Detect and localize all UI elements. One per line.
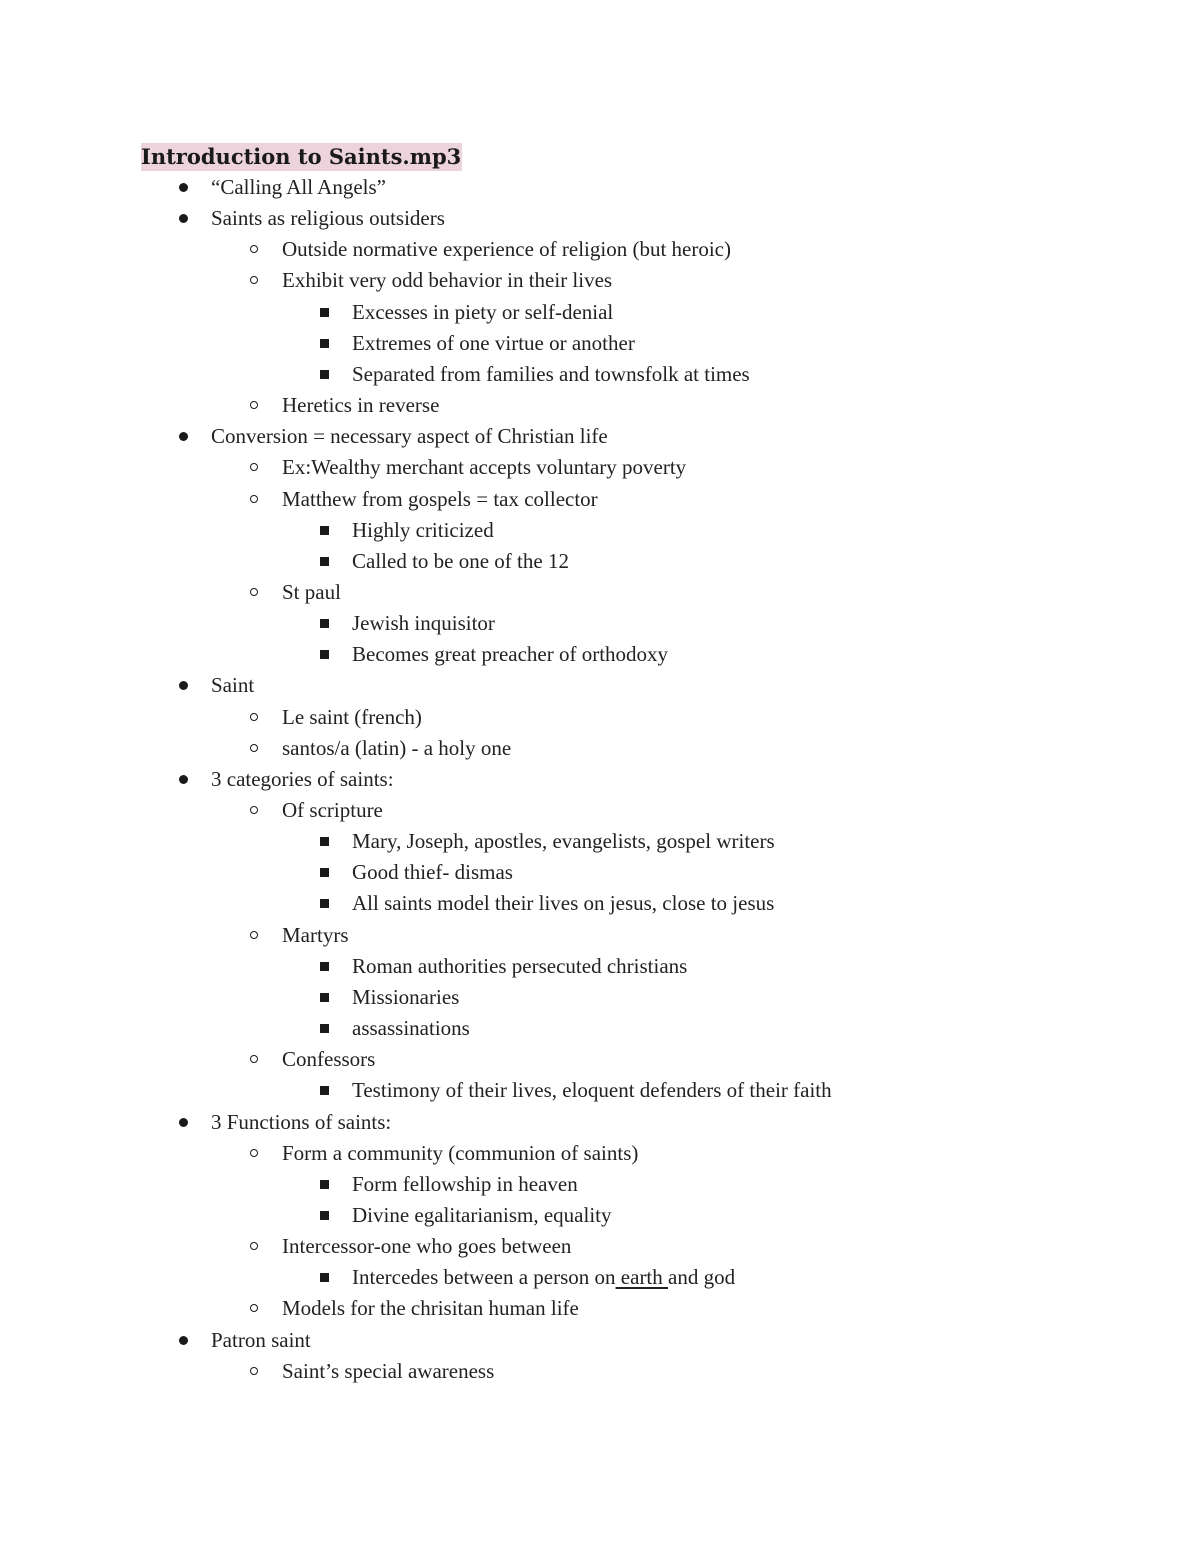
outline-item-level-2: [282, 234, 731, 265]
hollow-circle-bullet-icon: [250, 1304, 258, 1312]
outline-item-text: Good thief- dismas: [352, 860, 513, 884]
outline-item-level-3: [352, 1200, 612, 1231]
outline-item-level-2: [282, 702, 422, 733]
outline-item-text: Called to be one of the 12: [352, 549, 569, 573]
title-highlight: Introduction to Saints.mp3: [141, 144, 462, 169]
outline-item-text-after: and god: [668, 1265, 736, 1289]
hollow-circle-bullet-icon: [250, 1055, 258, 1063]
outline-item-text: Becomes great preacher of orthodoxy: [352, 642, 669, 666]
filled-circle-bullet-icon: [179, 775, 188, 784]
outline-item-text: St paul: [282, 580, 341, 604]
outline-item-text: Saints as religious outsiders: [211, 206, 445, 230]
outline-item-text: Form a community (communion of saints): [282, 1141, 639, 1165]
outline-item-text: Le saint (french): [282, 705, 422, 729]
filled-circle-bullet-icon: [179, 183, 188, 192]
outline-item-level-3: [352, 515, 494, 546]
hollow-circle-bullet-icon: [250, 588, 258, 596]
outline-item-text: Intercedes between a person on: [352, 1265, 616, 1289]
outline-item-level-2: [282, 577, 341, 608]
outline-item-level-3: [352, 328, 635, 359]
outline-item-text: Martyrs: [282, 923, 349, 947]
outline-item-text: Patron saint: [211, 1328, 311, 1352]
outline-item-level-2: [282, 390, 439, 421]
outline-item-level-1: [211, 670, 254, 701]
outline-item-level-1: [211, 421, 608, 452]
outline-item-text: Matthew from gospels = tax collector: [282, 487, 598, 511]
outline-item-text: All saints model their lives on jesus, close to jesus: [352, 891, 775, 915]
outline-item-level-3: [352, 1262, 735, 1293]
hollow-circle-bullet-icon: [250, 1242, 258, 1250]
hollow-circle-bullet-icon: [250, 401, 258, 409]
square-bullet-icon: [320, 526, 329, 535]
filled-circle-bullet-icon: [179, 1336, 188, 1345]
outline-item-text: Form fellowship in heaven: [352, 1172, 578, 1196]
outline-item-level-3: [352, 608, 495, 639]
outline-item-text: Intercessor-one who goes between: [282, 1234, 572, 1258]
outline-item-text: Extremes of one virtue or another: [352, 331, 635, 355]
outline-item-level-2: [282, 1293, 579, 1324]
square-bullet-icon: [320, 308, 329, 317]
outline-item-level-1: [211, 172, 386, 203]
hollow-circle-bullet-icon: [250, 713, 258, 721]
outline-item-level-2: [282, 1356, 494, 1387]
outline-item-level-1: [211, 203, 445, 234]
outline-item-level-1: [211, 1325, 311, 1356]
outline-item-text: Mary, Joseph, apostles, evangelists, gospel writers: [352, 829, 775, 853]
outline-item-text: Ex:Wealthy merchant accepts voluntary poverty: [282, 455, 687, 479]
outline-item-level-3: [352, 1075, 832, 1106]
square-bullet-icon: [320, 868, 329, 877]
square-bullet-icon: [320, 650, 329, 659]
hollow-circle-bullet-icon: [250, 245, 258, 253]
square-bullet-icon: [320, 619, 329, 628]
outline-item-text: Highly criticized: [352, 518, 494, 542]
outline-item-text: Of scripture: [282, 798, 383, 822]
outline-item-text: Saint’s special awareness: [282, 1359, 495, 1383]
outline-item-text: Heretics in reverse: [282, 393, 440, 417]
square-bullet-icon: [320, 1273, 329, 1282]
outline-item-level-3: [352, 982, 459, 1013]
square-bullet-icon: [320, 899, 329, 908]
outline-item-text: Separated from families and townsfolk at times: [352, 362, 750, 386]
outline-item-level-2: [282, 1138, 638, 1169]
outline-item-level-2: [282, 484, 598, 515]
filled-circle-bullet-icon: [179, 432, 188, 441]
outline-item-text: assassinations: [352, 1016, 470, 1040]
square-bullet-icon: [320, 1024, 329, 1033]
outline-item-text: 3 Functions of saints:: [211, 1110, 392, 1134]
hollow-circle-bullet-icon: [250, 1367, 258, 1375]
outline-item-level-3: [352, 359, 750, 390]
square-bullet-icon: [320, 1180, 329, 1189]
outline-item-level-3: [352, 639, 668, 670]
filled-circle-bullet-icon: [179, 214, 188, 223]
outline-item-text: Conversion = necessary aspect of Christian life: [211, 424, 608, 448]
hollow-circle-bullet-icon: [250, 463, 258, 471]
outline-item-text: Outside normative experience of religion (but heroic): [282, 237, 731, 261]
outline-item-text: “Calling All Angels”: [211, 175, 386, 199]
outline-item-level-2: [282, 733, 511, 764]
outline-item-level-3: [352, 951, 687, 982]
outline-item-text: Roman authorities persecuted christians: [352, 954, 688, 978]
square-bullet-icon: [320, 962, 329, 971]
outline-item-text: Confessors: [282, 1047, 376, 1071]
outline-item-level-3: [352, 546, 569, 577]
outline-item-level-3: [352, 1169, 578, 1200]
outline-item-level-2: [282, 920, 349, 951]
square-bullet-icon: [320, 557, 329, 566]
outline-item-level-2: [282, 1231, 571, 1262]
square-bullet-icon: [320, 993, 329, 1002]
outline-item-level-3: [352, 857, 513, 888]
outline-item-level-3: [352, 826, 775, 857]
outline-item-level-3: [352, 888, 774, 919]
filled-circle-bullet-icon: [179, 681, 188, 690]
outline-item-level-3: [352, 1013, 470, 1044]
outline-item-text: santos/a (latin) - a holy one: [282, 736, 512, 760]
outline-item-text: Divine egalitarianism, equality: [352, 1203, 612, 1227]
square-bullet-icon: [320, 1211, 329, 1220]
outline-item-level-2: [282, 452, 686, 483]
square-bullet-icon: [320, 837, 329, 846]
square-bullet-icon: [320, 370, 329, 379]
outline-item-level-1: [211, 764, 394, 795]
outline-item-level-2: [282, 1044, 375, 1075]
hollow-circle-bullet-icon: [250, 276, 258, 284]
hollow-circle-bullet-icon: [250, 744, 258, 752]
outline-item-level-2: [282, 265, 612, 296]
outline-item-text: 3 categories of saints:: [211, 767, 394, 791]
underlined-text: earth: [615, 1265, 669, 1289]
square-bullet-icon: [320, 339, 329, 348]
outline-item-level-1: [211, 1107, 391, 1138]
hollow-circle-bullet-icon: [250, 1149, 258, 1157]
outline-item-level-2: [282, 795, 383, 826]
document-title: [141, 141, 462, 172]
hollow-circle-bullet-icon: [250, 495, 258, 503]
filled-circle-bullet-icon: [179, 1118, 188, 1127]
outline-item-text: Excesses in piety or self-denial: [352, 300, 614, 324]
outline-item-text: Testimony of their lives, eloquent defenders of their faith: [352, 1078, 832, 1102]
outline-item-text: Saint: [211, 673, 255, 697]
outline-item-text: Exhibit very odd behavior in their lives: [282, 268, 613, 292]
outline-item-text: Jewish inquisitor: [352, 611, 495, 635]
hollow-circle-bullet-icon: [250, 806, 258, 814]
outline-item-text: Models for the chrisitan human life: [282, 1296, 579, 1320]
outline-item-text: Missionaries: [352, 985, 460, 1009]
hollow-circle-bullet-icon: [250, 931, 258, 939]
square-bullet-icon: [320, 1086, 329, 1095]
outline-item-level-3: [352, 297, 613, 328]
